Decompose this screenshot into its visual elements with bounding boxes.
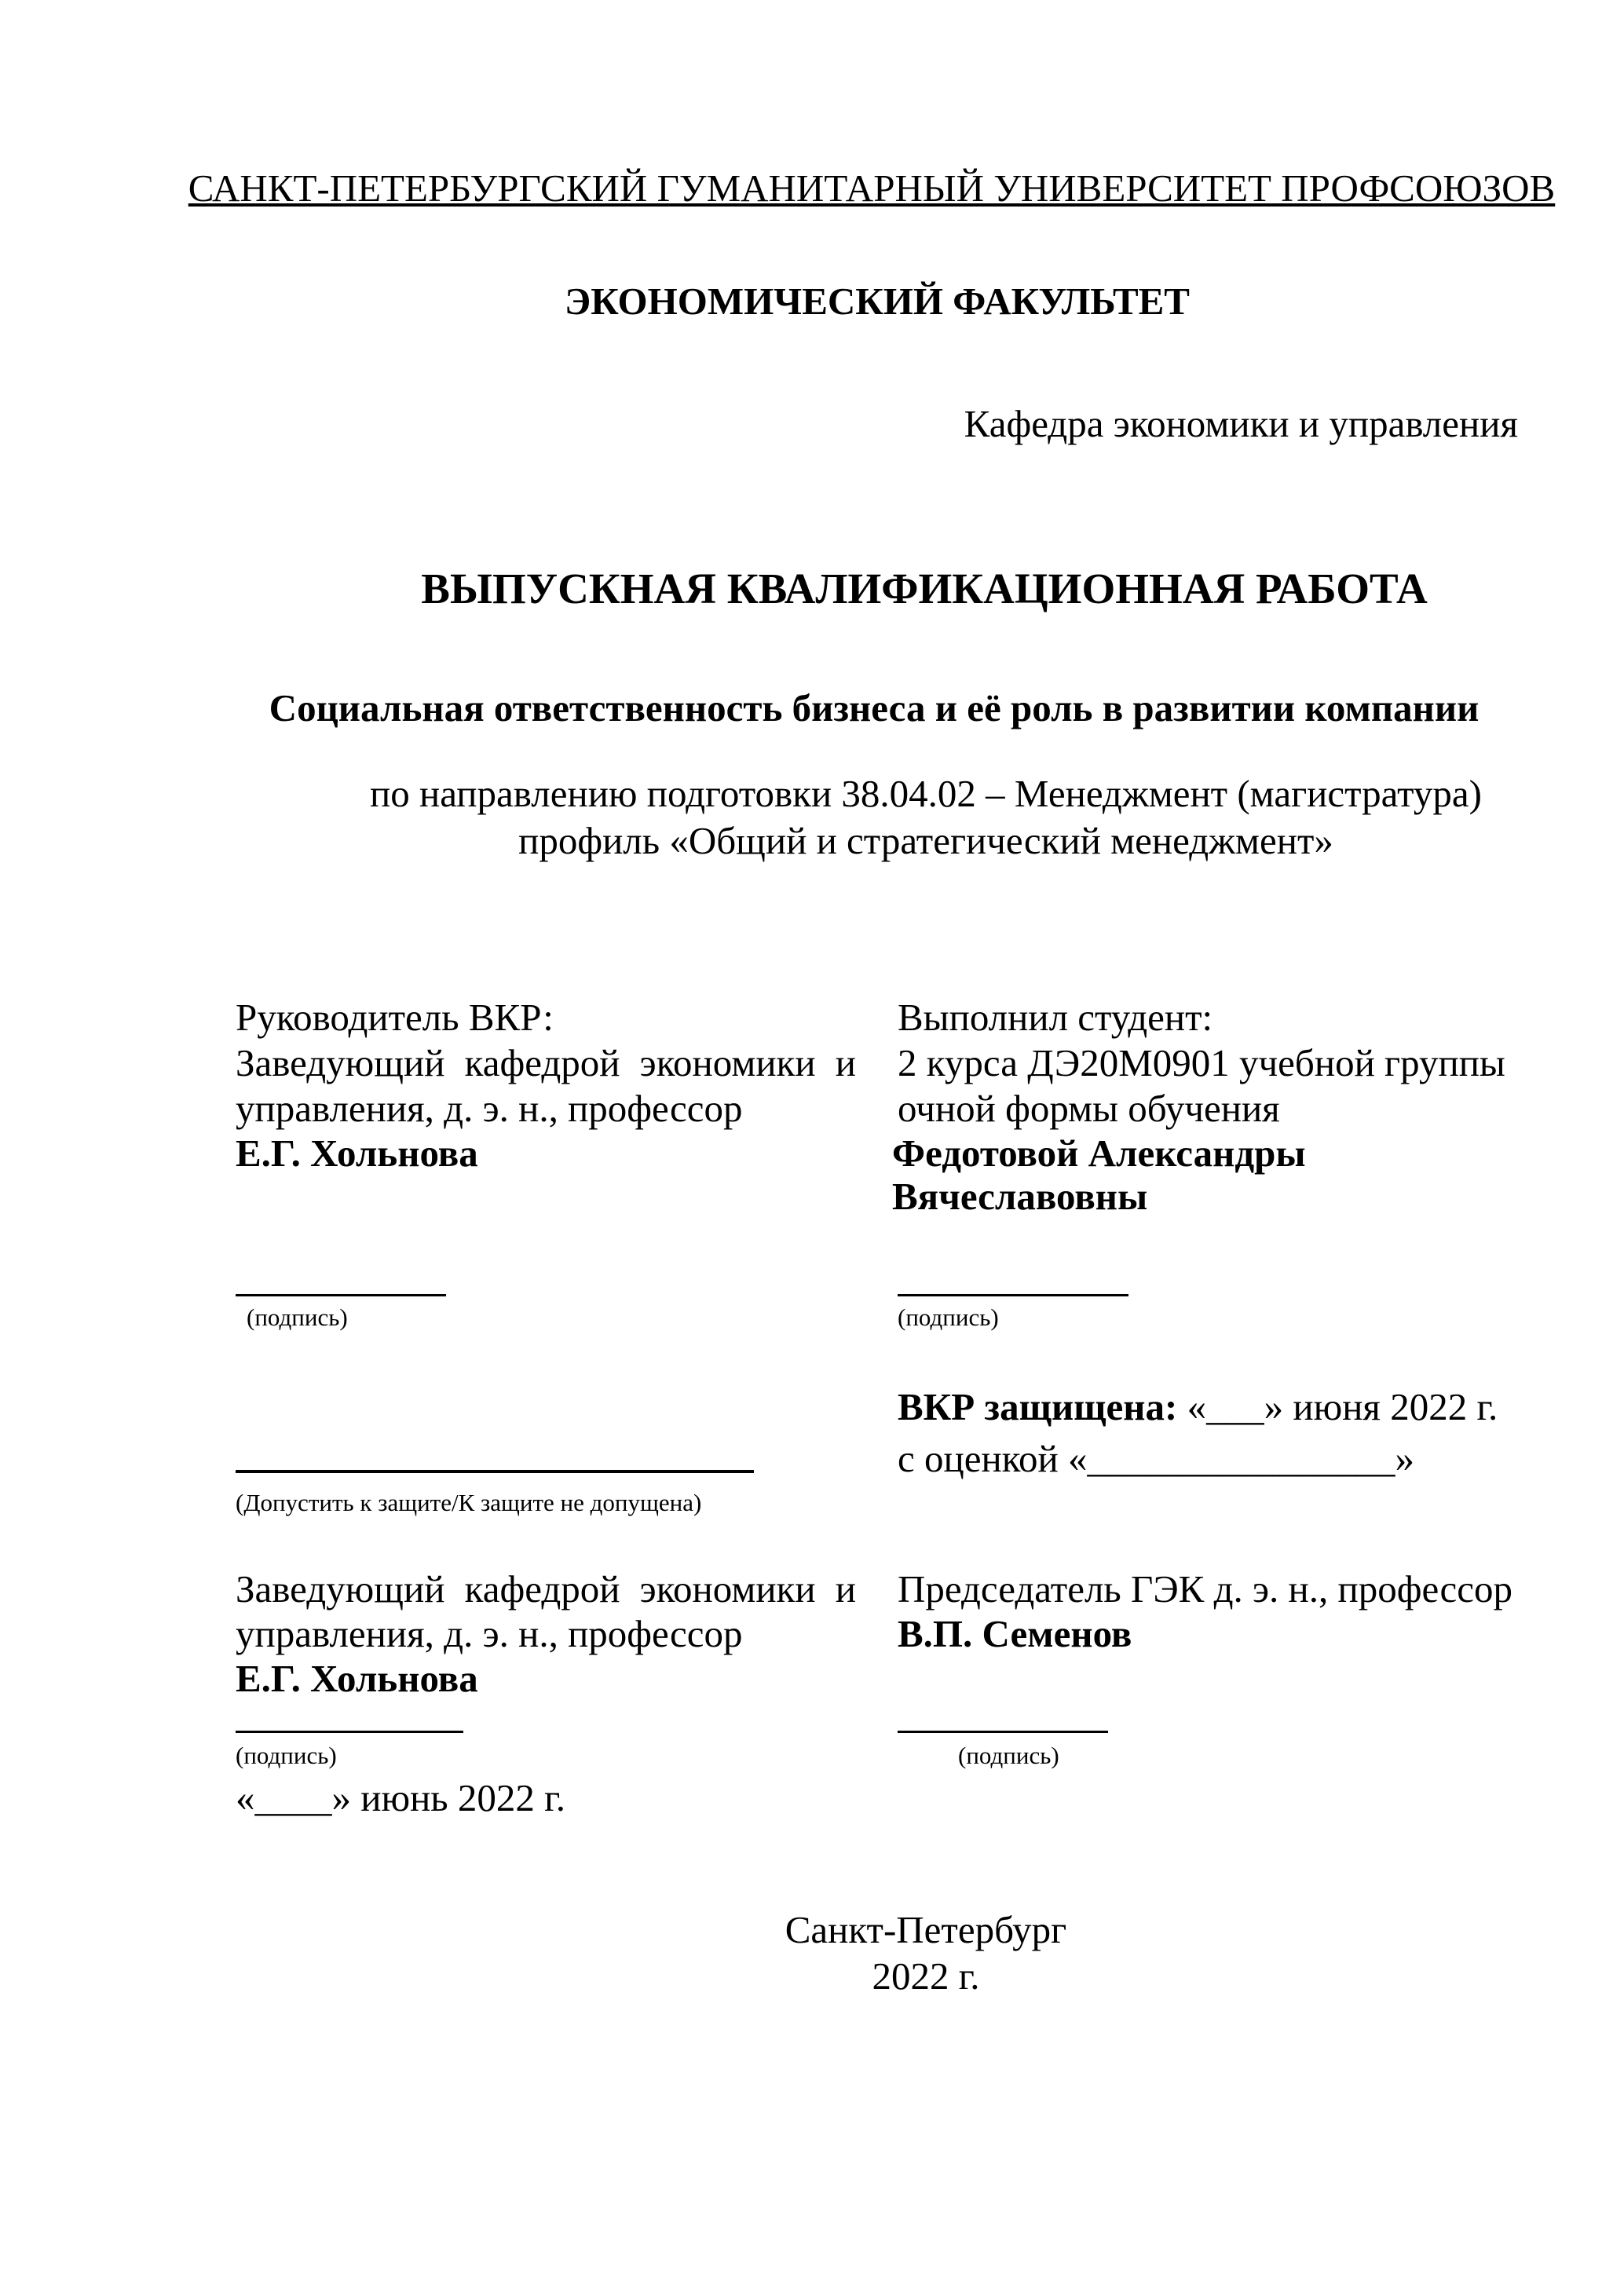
work-type-heading: ВЫПУСКНАЯ КВАЛИФИКАЦИОННАЯ РАБОТА <box>421 565 1428 612</box>
head-signature-line <box>236 1731 463 1733</box>
thesis-topic: Социальная ответственность бизнеса и её роль в развитии компании <box>269 686 1480 729</box>
head-position-line1: Заведующий кафедрой экономики и <box>236 1567 856 1610</box>
student-course-group: 2 курса ДЭ20М0901 учебной группы <box>898 1041 1505 1084</box>
city: Санкт-Петербург <box>785 1908 1067 1951</box>
admission-decision-line <box>236 1470 754 1473</box>
head-date: «____» июнь 2022 г. <box>236 1776 565 1819</box>
student-study-form: очной формы обучения <box>898 1087 1280 1130</box>
chair-position: Председатель ГЭК д. э. н., профессор <box>898 1567 1512 1610</box>
year: 2022 г. <box>872 1954 980 1998</box>
head-signature-caption: (подпись) <box>236 1742 337 1769</box>
supervisor-position-line2: управления, д. э. н., профессор <box>236 1087 743 1130</box>
student-signature-line <box>898 1294 1128 1296</box>
defense-date: «___» июня 2022 г. <box>1187 1385 1498 1428</box>
head-position-line2: управления, д. э. н., профессор <box>236 1612 743 1655</box>
chair-name: В.П. Семенов <box>898 1612 1132 1655</box>
faculty-name: ЭКОНОМИЧЕСКИЙ ФАКУЛЬТЕТ <box>565 280 1190 323</box>
defense-label: ВКР защищена: <box>898 1385 1178 1428</box>
university-name: САНКТ-ПЕТЕРБУРГСКИЙ ГУМАНИТАРНЫЙ УНИВЕРСИТЕТ ПРОФСОЮЗОВ <box>188 166 1556 210</box>
head-name: Е.Г. Хольнова <box>236 1657 478 1700</box>
supervisor-label: Руководитель ВКР: <box>236 996 554 1039</box>
department-name: Кафедра экономики и управления <box>964 402 1518 445</box>
student-label: Выполнил студент: <box>898 996 1213 1039</box>
study-profile: профиль «Общий и стратегический менеджмент» <box>518 819 1333 862</box>
supervisor-signature-line <box>236 1294 446 1296</box>
admission-caption: (Допустить к защите/К защите не допущена) <box>236 1489 702 1516</box>
defense-line <box>898 1385 1498 1429</box>
student-signature-caption: (подпись) <box>898 1303 999 1331</box>
chair-signature-caption: (подпись) <box>958 1742 1059 1769</box>
study-direction: по направлению подготовки 38.04.02 – Менеджмент (магистратура) <box>370 772 1482 815</box>
supervisor-position-line1: Заведующий кафедрой экономики и <box>236 1041 856 1084</box>
chair-signature-line <box>898 1731 1108 1733</box>
supervisor-name: Е.Г. Хольнова <box>236 1132 478 1175</box>
supervisor-signature-caption: (подпись) <box>247 1303 348 1331</box>
defense-grade: с оценкой «________________» <box>898 1437 1414 1480</box>
student-name-line2: Вячеславовны <box>892 1175 1148 1218</box>
student-name-line1: Федотовой Александры <box>892 1132 1306 1175</box>
